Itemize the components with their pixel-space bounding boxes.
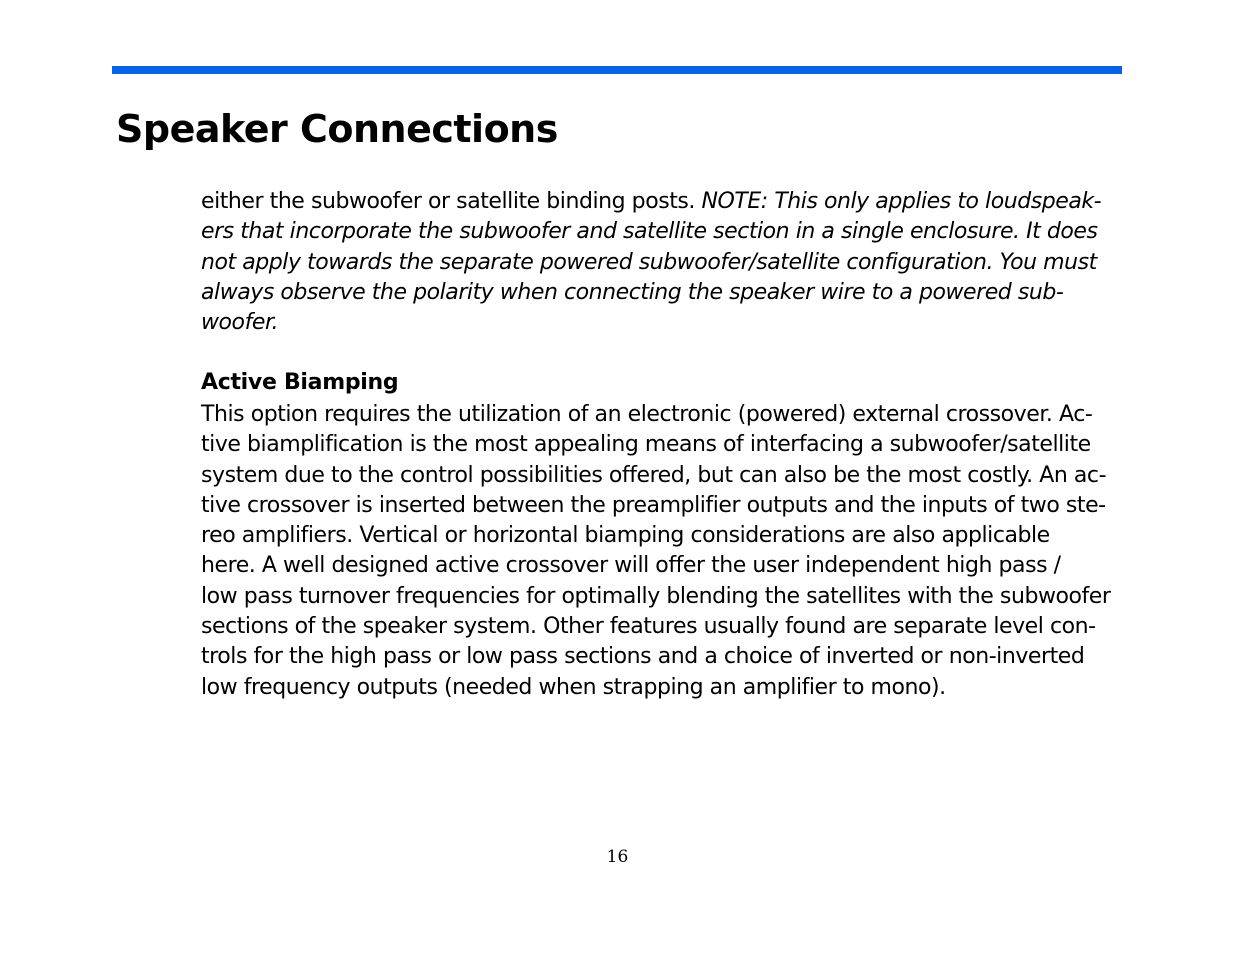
paragraph-line: This option requires the utilization of an electronic (powered) external crossover. Ac- xyxy=(201,402,1093,427)
intro-paragraph xyxy=(201,187,1146,338)
note-line: always observe the polarity when connecting the speaker wire to a powered sub- xyxy=(201,279,1064,305)
note-line: ers that incorporate the subwoofer and satellite section in a single enclosure. It does xyxy=(201,219,1098,245)
note-line: not apply towards the separate powered subwoofer/satellite configuration. You must xyxy=(201,249,1097,275)
note-text: NOTE: This only applies to loudspeak- xyxy=(701,189,1102,214)
paragraph-line: reo amplifiers. Vertical or horizontal biamping considerations are also applicable xyxy=(201,523,1050,549)
paragraph-line: low frequency outputs (needed when strapping an amplifier to mono). xyxy=(201,674,946,700)
paragraph-line: system due to the control possibilities offered, but can also be the most costly. An ac- xyxy=(201,462,1107,488)
section-heading-active-biamping: Active Biamping xyxy=(201,370,399,395)
paragraph-line: sections of the speaker system. Other features usually found are separate level con- xyxy=(201,614,1096,640)
paragraph-line: tive crossover is inserted between the preamplifier outputs and the inputs of two ste- xyxy=(201,492,1106,518)
page-title: Speaker Connections xyxy=(116,107,558,151)
intro-line xyxy=(201,187,1146,217)
note-line: woofer. xyxy=(201,310,279,336)
intro-plain-text: either the subwoofer or satellite binding posts. xyxy=(201,189,702,214)
page-number: 16 xyxy=(606,847,629,867)
paragraph-line: tive biamplification is the most appealing means of interfacing a subwoofer/satellite xyxy=(201,432,1091,458)
paragraph-line: here. A well designed active crossover will offer the user independent high pass / xyxy=(201,553,1061,579)
paragraph-line: low pass turnover frequencies for optimally blending the satellites with the subwoofer xyxy=(201,583,1111,609)
active-biamping-paragraph xyxy=(201,400,1146,703)
header-rule xyxy=(112,66,1122,74)
paragraph-line: trols for the high pass or low pass sections and a choice of inverted or non-inverted xyxy=(201,644,1085,670)
